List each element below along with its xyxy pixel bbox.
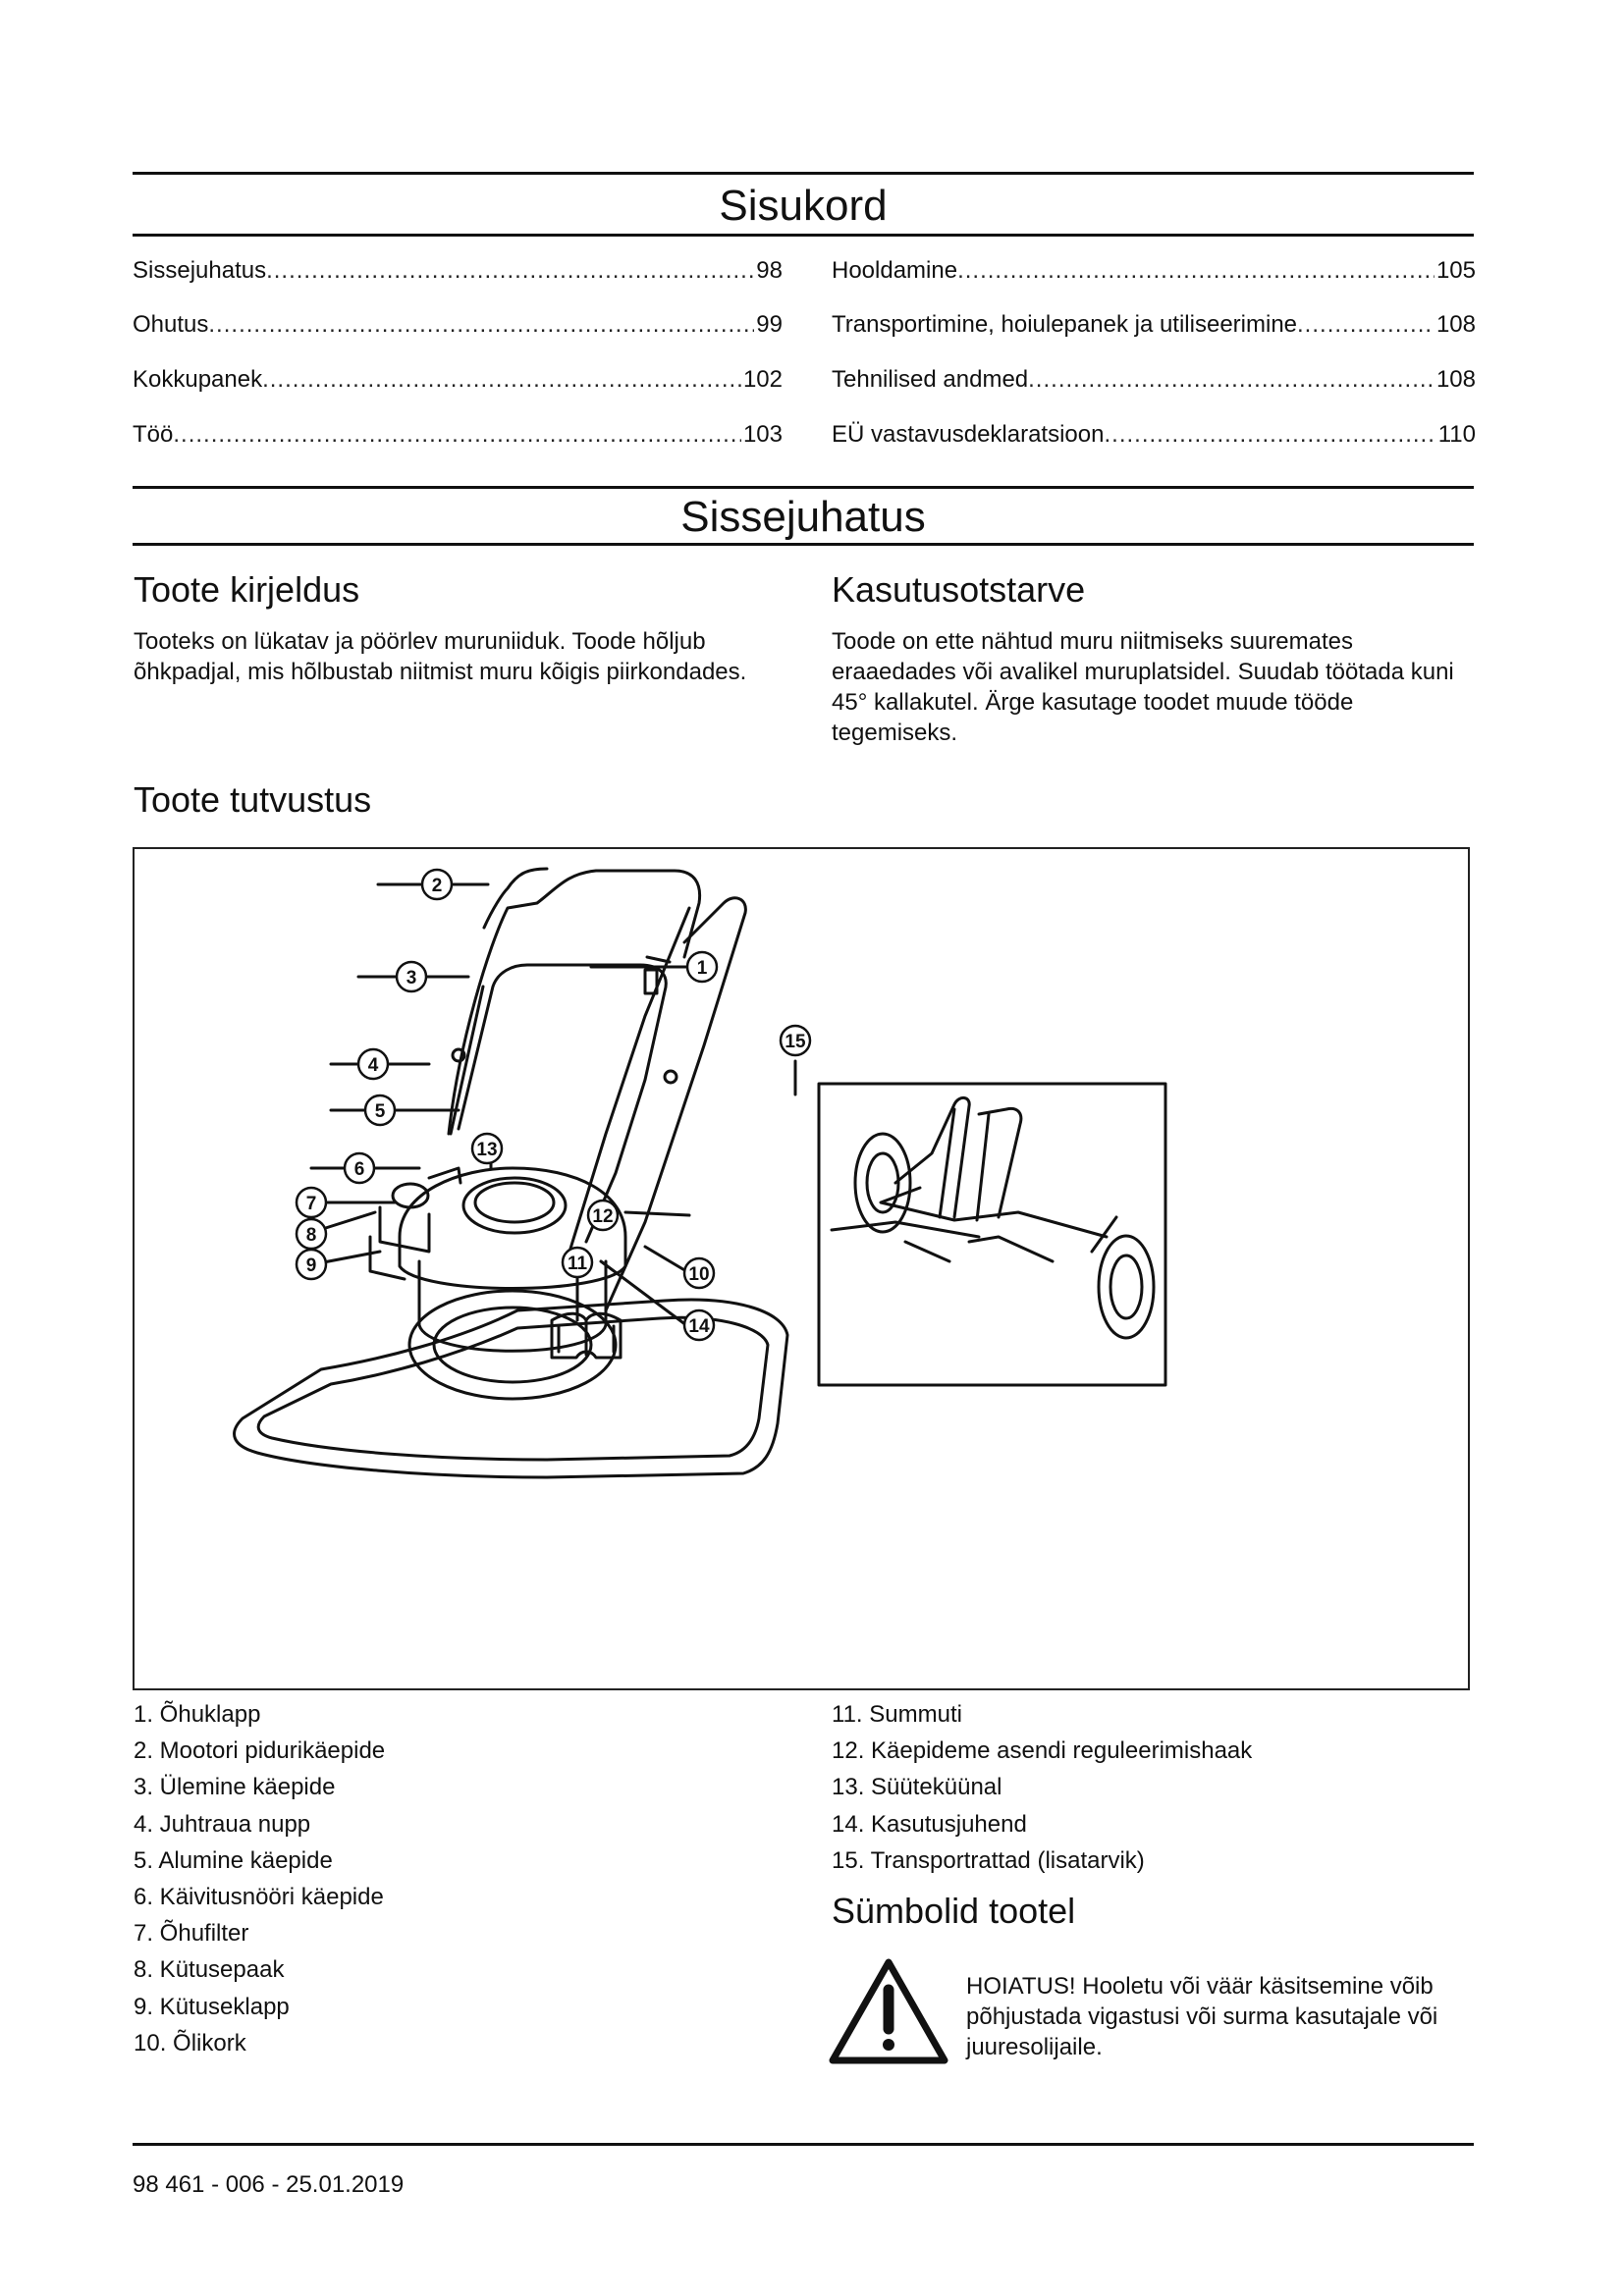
callout-label: 10: [688, 1264, 710, 1285]
intro-bottom-rule: [133, 543, 1474, 546]
overview-heading: Toote tutvustus: [134, 779, 372, 820]
toc-entry[interactable]: Transportimine, hoiulepanek ja utiliseerimine ..... 108: [832, 310, 1476, 340]
toc-bottom-rule: [133, 234, 1474, 237]
engine-cap: [463, 1178, 566, 1233]
list-item: 11. Summuti: [832, 1701, 962, 1728]
toc-entry[interactable]: Sissejuhatus ..... 98: [133, 256, 783, 286]
callout-label: 4: [367, 1055, 379, 1076]
toc-entry[interactable]: Kokkupanek ..... 102: [133, 365, 783, 395]
callout-label: 12: [592, 1206, 614, 1227]
list-item: 2. Mootori pidurikäepide: [134, 1737, 386, 1765]
toc-top-rule: [133, 172, 1474, 175]
list-item: 12. Käepideme asendi reguleerimishaak: [832, 1737, 1253, 1765]
list-item: 8. Kütusepaak: [134, 1956, 285, 1984]
list-item: 15. Transportrattad (lisatarvik): [832, 1846, 1145, 1874]
list-item: 6. Käivitusnööri käepide: [134, 1884, 384, 1911]
list-item: 14. Kasutusjuhend: [832, 1810, 1027, 1838]
list-item: 7. Õhufilter: [134, 1920, 249, 1948]
use-heading: Kasutusotstarve: [832, 569, 1086, 610]
list-item: 13. Süüteküünal: [832, 1774, 1002, 1801]
use-text: Toode on ette nähtud muru niitmiseks suuremates eraaedades või avalikel muruplatsidel. Suudab töötada kuni 45° kallakutel. Ärge kasutage toodet muude tööde tegemiseks.: [832, 628, 1454, 746]
callout-label: 14: [688, 1316, 710, 1337]
callout-label: 8: [305, 1225, 317, 1246]
toc-entry[interactable]: Tehnilised andmed ..... 108: [832, 365, 1476, 395]
list-item: 9. Kütuseklapp: [134, 1993, 290, 2020]
toc-entry[interactable]: EÜ vastavusdeklaratsioon ..... 110: [832, 420, 1476, 450]
list-item: 1. Õhuklapp: [134, 1701, 261, 1728]
warning-triangle-icon: [827, 1956, 950, 2066]
intro-title: Sissejuhatus: [680, 493, 926, 541]
footer-rule: [133, 2143, 1474, 2146]
callout-label: 9: [305, 1255, 317, 1276]
parts-list-left: [134, 1696, 385, 2061]
list-item: 4. Juhtraua nupp: [134, 1810, 311, 1838]
toc-entry[interactable]: Ohutus ..... 99: [133, 310, 783, 340]
callout-label: 11: [567, 1254, 588, 1274]
callout-label: 7: [305, 1194, 317, 1214]
symbols-heading: Sümbolid tootel: [832, 1891, 1076, 1931]
product-figure: [133, 847, 1470, 1690]
callout-label: 2: [431, 876, 443, 896]
callout-label: 5: [374, 1101, 386, 1122]
callout-label: 13: [476, 1140, 498, 1160]
lower-handle: [459, 965, 666, 1242]
toc-entry[interactable]: Hooldamine ..... 105: [832, 256, 1476, 286]
wheel: [855, 1134, 910, 1232]
callout-label: 6: [353, 1159, 365, 1180]
intro-top-rule: [133, 486, 1474, 489]
warning-text: HOIATUS! Hooletu või väär käsitsemine võib põhjustada vigastusi või surma kasutajale või juuresolijaile.: [966, 1973, 1438, 2060]
document-code: 98 461 - 006 - 25.01.2019: [133, 2171, 405, 2198]
list-item: 3. Ülemine käepide: [134, 1774, 336, 1801]
list-item: 5. Alumine käepide: [134, 1846, 333, 1874]
toc-title: Sisukord: [719, 182, 888, 230]
callout-label: 15: [785, 1032, 806, 1052]
description-text: Tooteks on lükatav ja pöörlev muruniiduk. Toode hõljub õhkpadjal, mis hõlbustab niitmist muru kõigis piirkondades.: [134, 628, 747, 685]
callout-label: 1: [696, 958, 708, 979]
toc-entry[interactable]: Töö ..... 103: [133, 420, 783, 450]
callout-label: 3: [406, 968, 417, 988]
parts-list-right: [832, 1696, 1252, 1879]
mower-illustration: [135, 849, 1468, 1688]
description-heading: Toote kirjeldus: [134, 569, 360, 610]
transport-wheels-box: [819, 1084, 1165, 1385]
list-item: 10. Õlikork: [134, 2029, 246, 2056]
wheel: [1099, 1236, 1154, 1338]
